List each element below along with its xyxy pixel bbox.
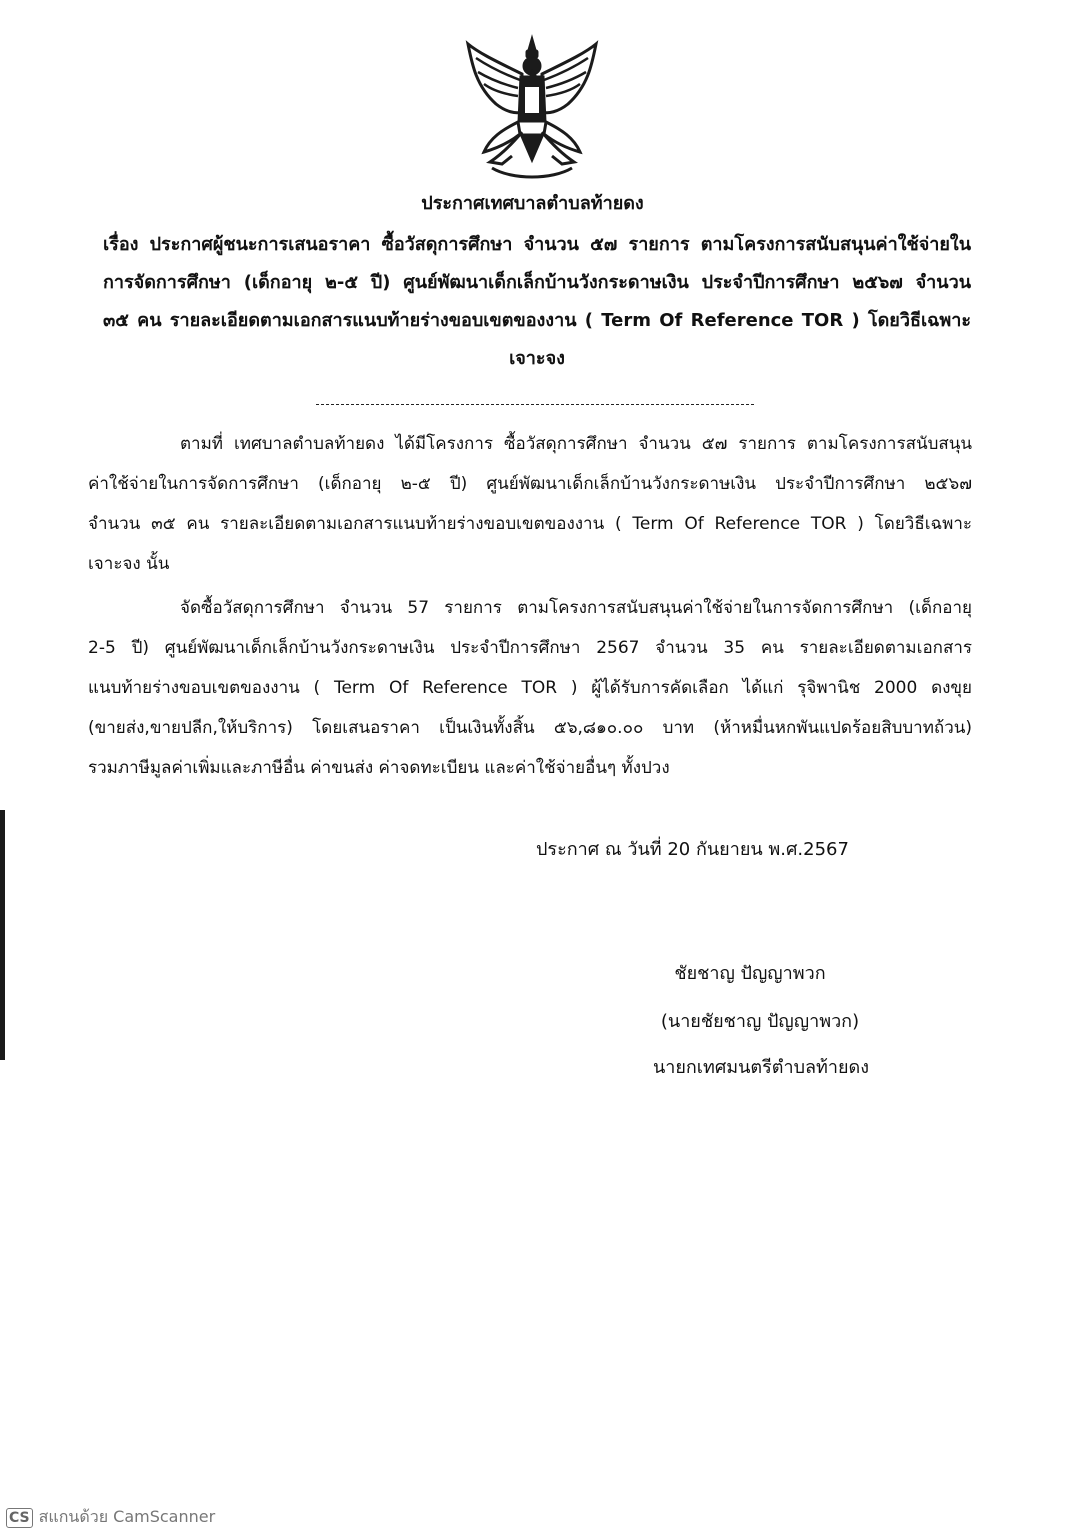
camscanner-watermark [6, 1505, 215, 1530]
camscanner-logo-icon: CS [6, 1508, 33, 1528]
subject-line: ๓๕ คน รายละเอียดตามเอกสารแนบท้ายร่างขอบเขตของงาน ( Term Of Reference TOR ) โดยวิธีเฉพาะ [103, 310, 971, 331]
paragraph-line: รวมภาษีมูลค่าเพิ่มและภาษีอื่น ค่าขนส่ง ค่าจดทะเบียน และค่าใช้จ่ายอื่นๆ ทั้งปวง [88, 758, 670, 778]
garuda-emblem-icon [462, 34, 602, 182]
signature-full-name: (นายชัยชาญ ปัญญาพวก) [660, 1011, 860, 1032]
subject-line: การจัดการศึกษา (เด็กอายุ ๒-๕ ปี) ศูนย์พัฒนาเด็กเล็กบ้านวังกระดาษเงิน ประจำปีการศึกษา ๒๕๖๗ จำนวน [103, 272, 971, 293]
scan-edge-shadow [0, 810, 5, 1060]
subject-line: เจาะจง [509, 348, 565, 369]
paragraph-award [88, 588, 972, 788]
signature-signed-name: ชัยชาญ ปัญญาพวก [674, 963, 826, 984]
paragraph-line: (ขายส่ง,ขายปลีก,ให้บริการ) โดยเสนอราคา เป็นเงินทั้งสิ้น ๕๖,๘๑๐.๐๐ บาท (ห้าหมื่นหกพันแปดร้อยสิบบาทถ้วน) [88, 718, 972, 738]
document-title: ประกาศเทศบาลตำบลท้ายดง [421, 193, 644, 214]
paragraph-line: 2-5 ปี) ศูนย์พัฒนาเด็กเล็กบ้านวังกระดาษเงิน ประจำปีการศึกษา 2567 จำนวน 35 คน รายละเอียดตามเอกสาร [88, 638, 972, 658]
paragraph-line: ค่าใช้จ่ายในการจัดการศึกษา (เด็กอายุ ๒-๕ ปี) ศูนย์พัฒนาเด็กเล็กบ้านวังกระดาษเงิน ประจำปีการศึกษา ๒๕๖๗ [88, 474, 972, 494]
paragraph-line: จัดซื้อวัสดุการศึกษา จำนวน 57 รายการ ตามโครงการสนับสนุนค่าใช้จ่ายในการจัดการศึกษา (เด็กอายุ [180, 598, 972, 618]
watermark-text: สแกนด้วย CamScanner [38, 1507, 216, 1526]
paragraph-line: ตามที่ เทศบาลตำบลท้ายดง ได้มีโครงการ ซื้อวัสดุการศึกษา จำนวน ๕๗ รายการ ตามโครงการสนับสนุน [180, 434, 972, 454]
signature-position: นายกเทศมนตรีตำบลท้ายดง [652, 1057, 870, 1078]
paragraph-line: จำนวน ๓๕ คน รายละเอียดตามเอกสารแนบท้ายร่างขอบเขตของงาน ( Term Of Reference TOR ) โดยวิธีเฉพาะ [88, 514, 972, 534]
subject-block [103, 226, 971, 378]
subject-line: เรื่อง ประกาศผู้ชนะการเสนอราคา ซื้อวัสดุการศึกษา จำนวน ๕๗ รายการ ตามโครงการสนับสนุนค่าใช้จ่ายใน [103, 234, 971, 255]
paragraph-background [88, 424, 972, 584]
paragraph-line: เจาะจง นั้น [88, 554, 170, 574]
announcement-date: ประกาศ ณ วันที่ 20 กันยายน พ.ศ.2567 [536, 839, 849, 860]
section-divider [316, 404, 754, 405]
paragraph-line: แนบท้ายร่างขอบเขตของงาน ( Term Of Reference TOR ) ผู้ได้รับการคัดเลือก ได้แก่ รุจิพานิช 2000 ดงขุย [88, 678, 972, 698]
